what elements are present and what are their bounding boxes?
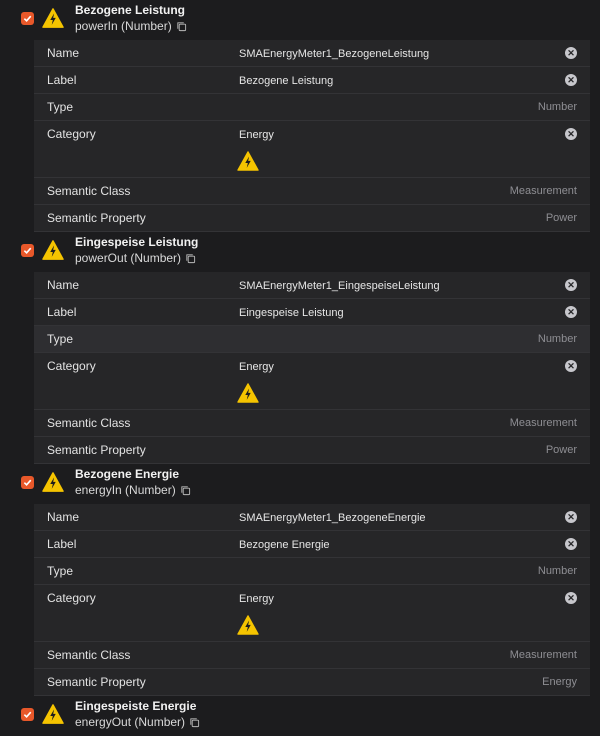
semantic-class-label: Semantic Class (47, 184, 131, 198)
label-label: Label (47, 73, 77, 87)
channel-checkbox[interactable] (21, 476, 34, 489)
category-value[interactable]: Energy (239, 593, 274, 605)
warning-triangle-icon (42, 471, 64, 493)
category-label: Category (47, 591, 96, 605)
semantic-class-value[interactable]: Measurement (509, 417, 577, 429)
label-value[interactable]: Bezogene Leistung (239, 75, 334, 87)
channel-title: Eingespeise Leistung (75, 235, 199, 249)
clear-icon[interactable]: ✕ (565, 74, 577, 86)
clear-icon[interactable]: ✕ (565, 279, 577, 291)
type-label: Type (47, 332, 74, 346)
semantic-class-value[interactable]: Measurement (509, 649, 577, 661)
channel-id-type: powerOut (Number) (75, 251, 182, 265)
semantic-class-label: Semantic Class (47, 648, 131, 662)
name-row[interactable] (34, 272, 590, 299)
semantic-property-value[interactable]: Power (545, 444, 577, 456)
category-icon (237, 151, 259, 171)
clear-icon[interactable]: ✕ (565, 128, 577, 140)
label-label: Label (47, 305, 77, 319)
channel-subtitle (75, 251, 196, 265)
channel-checkbox[interactable] (21, 708, 34, 721)
category-icon (237, 383, 259, 403)
channel-title: Bezogene Energie (75, 467, 180, 481)
copy-icon[interactable] (189, 717, 200, 728)
clear-icon[interactable]: ✕ (565, 511, 577, 523)
type-value: Number (537, 101, 577, 113)
semantic-property-value[interactable]: Power (545, 212, 577, 224)
semantic-class-row[interactable] (34, 410, 590, 437)
semantic-class-row[interactable] (34, 642, 590, 669)
channel-eingespeise-leistung (0, 232, 600, 464)
category-value[interactable]: Energy (239, 129, 274, 141)
label-value[interactable]: Eingespeise Leistung (239, 307, 344, 319)
channel-properties (34, 40, 590, 232)
type-label: Type (47, 100, 74, 114)
channel-checkbox[interactable] (21, 12, 34, 25)
label-label: Label (47, 537, 77, 551)
channel-header (0, 0, 600, 40)
semantic-property-label: Semantic Property (47, 443, 146, 457)
copy-icon[interactable] (185, 253, 196, 264)
channel-bezogene-leistung (0, 0, 600, 232)
channel-header (0, 464, 600, 504)
label-row[interactable] (34, 299, 590, 326)
channel-subtitle (75, 483, 191, 497)
category-row[interactable] (34, 585, 590, 642)
checkmark-icon (23, 478, 32, 487)
semantic-property-row[interactable] (34, 205, 590, 232)
copy-icon[interactable] (180, 485, 191, 496)
channel-id-type: powerIn (Number) (75, 19, 172, 33)
label-row[interactable] (34, 67, 590, 94)
name-value[interactable]: SMAEnergyMeter1_BezogeneEnergie (239, 512, 426, 524)
semantic-property-row[interactable] (34, 437, 590, 464)
name-value[interactable]: SMAEnergyMeter1_BezogeneLeistung (239, 48, 430, 60)
clear-icon[interactable]: ✕ (565, 47, 577, 59)
label-value[interactable]: Bezogene Energie (239, 539, 330, 551)
warning-triangle-icon (42, 7, 64, 29)
type-value: Number (537, 565, 577, 577)
channel-properties (34, 504, 590, 696)
semantic-property-value[interactable]: Energy (542, 676, 577, 688)
channel-id-type: energyIn (Number) (75, 483, 176, 497)
label-row[interactable] (34, 531, 590, 558)
category-icon (237, 615, 259, 635)
type-row (34, 326, 590, 353)
channel-title: Bezogene Leistung (75, 3, 186, 17)
channel-bezogene-energie (0, 464, 600, 696)
name-label: Name (47, 278, 80, 292)
clear-icon[interactable]: ✕ (565, 538, 577, 550)
channel-title: Eingespeiste Energie (75, 699, 197, 713)
warning-triangle-icon (42, 239, 64, 261)
category-row[interactable] (34, 121, 590, 178)
channel-id-type: energyOut (Number) (75, 715, 186, 729)
checkmark-icon (23, 710, 32, 719)
channel-properties (34, 272, 590, 464)
channel-header (0, 232, 600, 272)
checkmark-icon (23, 246, 32, 255)
category-label: Category (47, 359, 96, 373)
clear-icon[interactable]: ✕ (565, 306, 577, 318)
semantic-property-label: Semantic Property (47, 211, 146, 225)
semantic-class-value[interactable]: Measurement (509, 185, 577, 197)
name-row[interactable] (34, 504, 590, 531)
name-label: Name (47, 46, 80, 60)
category-label: Category (47, 127, 96, 141)
channel-checkbox[interactable] (21, 244, 34, 257)
name-value[interactable]: SMAEnergyMeter1_EingespeiseLeistung (239, 280, 440, 292)
type-row (34, 94, 590, 121)
clear-icon[interactable]: ✕ (565, 592, 577, 604)
type-row (34, 558, 590, 585)
warning-triangle-icon (42, 703, 64, 725)
checkmark-icon (23, 14, 32, 23)
clear-icon[interactable]: ✕ (565, 360, 577, 372)
semantic-class-row[interactable] (34, 178, 590, 205)
channel-header (0, 696, 600, 736)
name-label: Name (47, 510, 80, 524)
type-value: Number (537, 333, 577, 345)
channel-subtitle (75, 19, 187, 33)
name-row[interactable] (34, 40, 590, 67)
copy-icon[interactable] (176, 21, 187, 32)
category-value[interactable]: Energy (239, 361, 274, 373)
semantic-property-label: Semantic Property (47, 675, 146, 689)
type-label: Type (47, 564, 74, 578)
category-row[interactable] (34, 353, 590, 410)
channel-eingespeiste-energie (0, 696, 600, 736)
channel-subtitle (75, 715, 200, 729)
semantic-property-row[interactable] (34, 669, 590, 696)
semantic-class-label: Semantic Class (47, 416, 131, 430)
